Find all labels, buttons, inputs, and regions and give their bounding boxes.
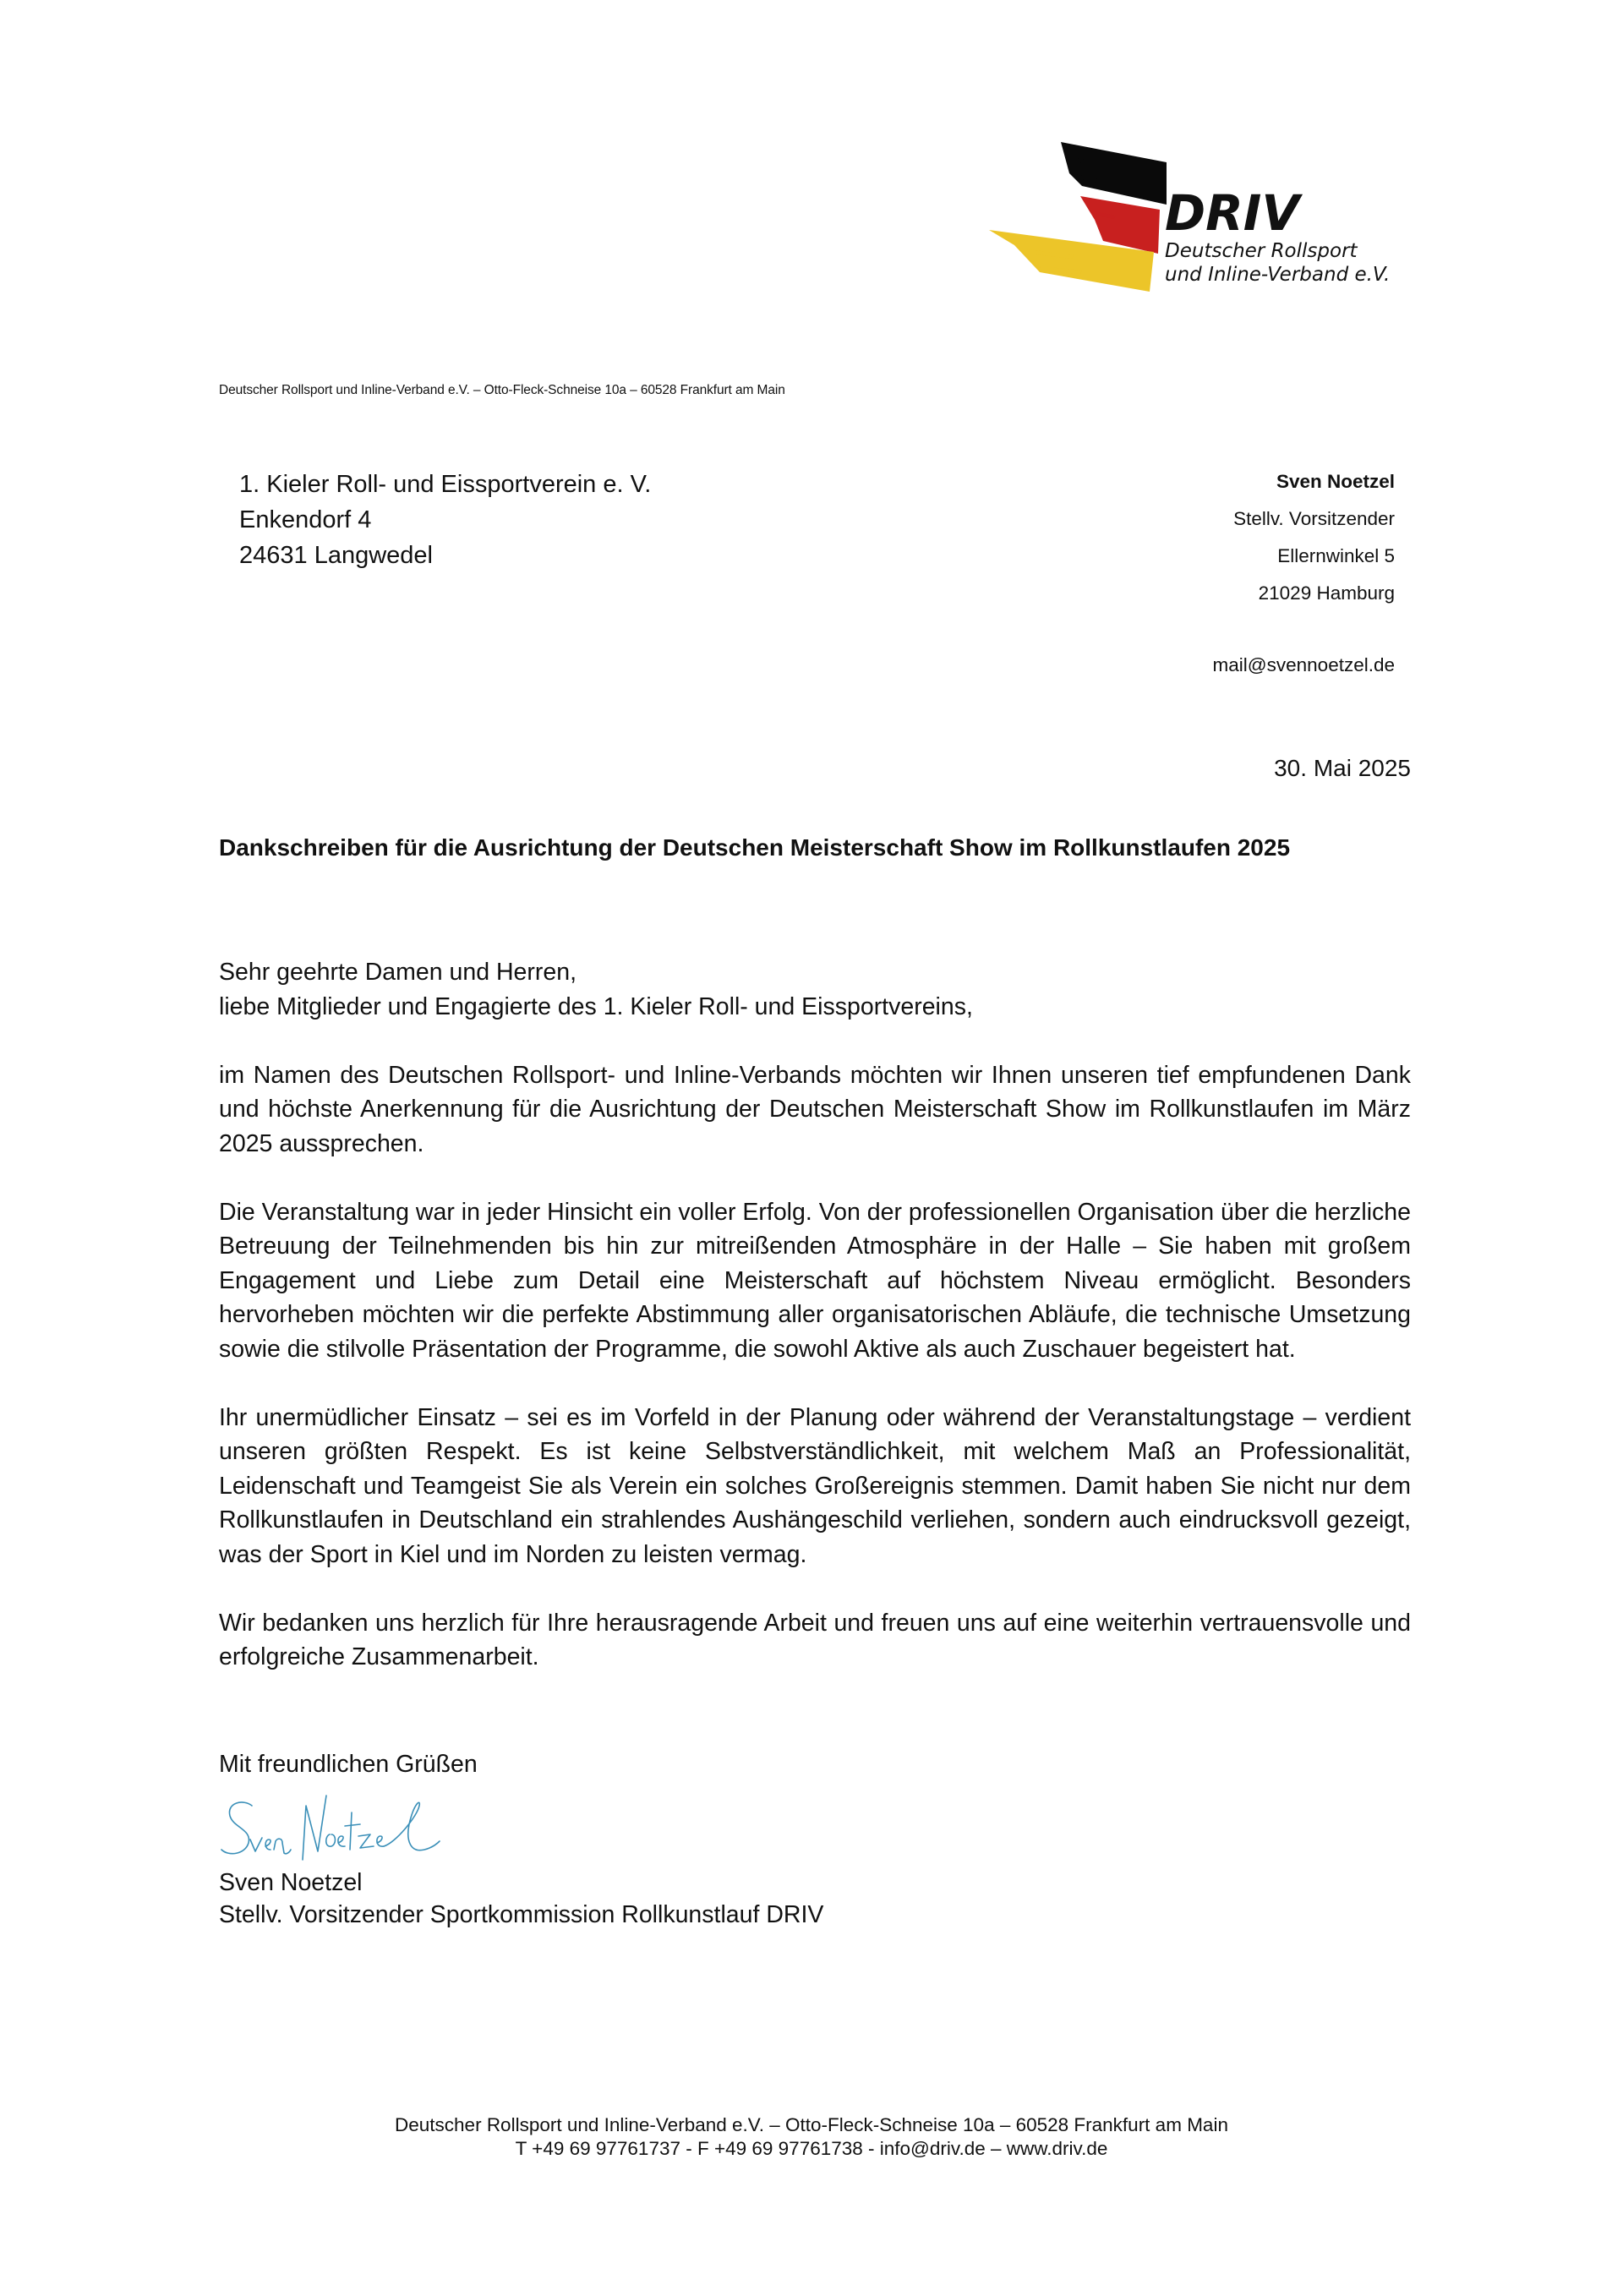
- handwritten-signature: [218, 1790, 446, 1867]
- body-paragraph: Die Veranstaltung war in jeder Hinsicht ein voller Erfolg. Von der professionellen Organisation über die herzliche Betreuung der Teilnehmenden bis hin zur mitreißenden Atmosphäre in der Halle – Sie haben mit großem Engagement und Liebe zum Detail eine Meisterschaft auf höchstem Niveau ermöglicht. Besonders hervorheben möchten wir die perfekte Abstimmung aller organisatorischen Abläufe, die technische Umsetzung sowie die stilvolle Präsentation der Programme, die sowohl Aktive als auch Zuschauer begeistert hat.: [219, 1198, 1411, 1363]
- signer-block: [219, 1867, 823, 1931]
- sender-city: 21029 Hamburg: [1258, 582, 1395, 604]
- signer-name: Sven Noetzel: [219, 1869, 363, 1896]
- salutation-line-1: Sehr geehrte Damen und Herren,: [219, 959, 577, 986]
- flag-brush-icon: [981, 135, 1420, 296]
- driv-logo: [981, 135, 1420, 296]
- sender-return-address: Deutscher Rollsport und Inline-Verband e.V. – Otto-Fleck-Schneise 10a – 60528 Frankfurt am Main: [219, 383, 785, 397]
- body-paragraph: Wir bedanken uns herzlich für Ihre herausragende Arbeit und freuen uns auf eine weiterhin vertrauensvolle und erfolgreiche Zusammenarbeit.: [219, 1609, 1411, 1670]
- svg-text:Deutscher Rollsport: Deutscher Rollsport: [1165, 240, 1358, 262]
- sender-contact-block: [1213, 469, 1395, 690]
- signature-icon: [218, 1790, 446, 1867]
- letter-body: [219, 955, 1411, 1708]
- footer-contact: T +49 69 97761737 - F +49 69 97761738 - info@driv.de – www.driv.de: [515, 2138, 1108, 2159]
- salutation: [219, 955, 1411, 1024]
- body-paragraph: im Namen des Deutschen Rollsport- und Inline-Verbands möchten wir Ihnen unseren tief empfundenen Dank und höchste Anerkennung für die Ausrichtung der Deutschen Meisterschaft Show im Rollkunstlaufen im März 2025 aussprechen.: [219, 1061, 1411, 1157]
- letter-date: 30. Mai 2025: [1274, 755, 1411, 781]
- sender-email[interactable]: mail@svennoetzel.de: [1212, 654, 1395, 675]
- signer-title: Stellv. Vorsitzender Sportkommission Rollkunstlauf DRIV: [219, 1901, 824, 1928]
- recipient-street: Enkendorf 4: [239, 506, 372, 533]
- recipient-address: [239, 467, 651, 573]
- recipient-city: 24631 Langwedel: [239, 542, 433, 569]
- page-footer: [0, 2113, 1623, 2161]
- svg-text:DRIV: DRIV: [1165, 184, 1300, 242]
- sender-name: Sven Noetzel: [1276, 471, 1395, 492]
- recipient-name: 1. Kieler Roll- und Eissportverein e. V.: [239, 471, 652, 498]
- sender-role: Stellv. Vorsitzender: [1233, 508, 1395, 529]
- body-paragraph: Ihr unermüdlicher Einsatz – sei es im Vorfeld in der Planung oder während der Veranstaltungstage – verdient unseren größten Respekt. Es ist keine Selbstverständlichkeit, mit welchem Maß an Professionalität, Leidenschaft und Teamgeist Sie als Verein ein solches Großereignis stemmen. Damit haben Sie nicht nur dem Rollkunstlaufen in Deutschland ein strahlendes Aushängeschild verliehen, sondern auch eindrucksvoll gezeigt, was der Sport in Kiel und im Norden zu leisten vermag.: [219, 1403, 1411, 1568]
- closing-greeting: Mit freundlichen Grüßen: [219, 1751, 478, 1778]
- svg-text:und Inline-Verband e.V.: und Inline-Verband e.V.: [1165, 264, 1391, 286]
- salutation-line-2: liebe Mitglieder und Engagierte des 1. Kieler Roll- und Eissportvereins,: [219, 992, 973, 1020]
- footer-address: Deutscher Rollsport und Inline-Verband e.V. – Otto-Fleck-Schneise 10a – 60528 Frankfurt am Main: [395, 2114, 1228, 2135]
- sender-street: Ellernwinkel 5: [1277, 545, 1395, 566]
- letter-subject: Dankschreiben für die Ausrichtung der Deutschen Meisterschaft Show im Rollkunstlaufen 2025: [219, 834, 1291, 861]
